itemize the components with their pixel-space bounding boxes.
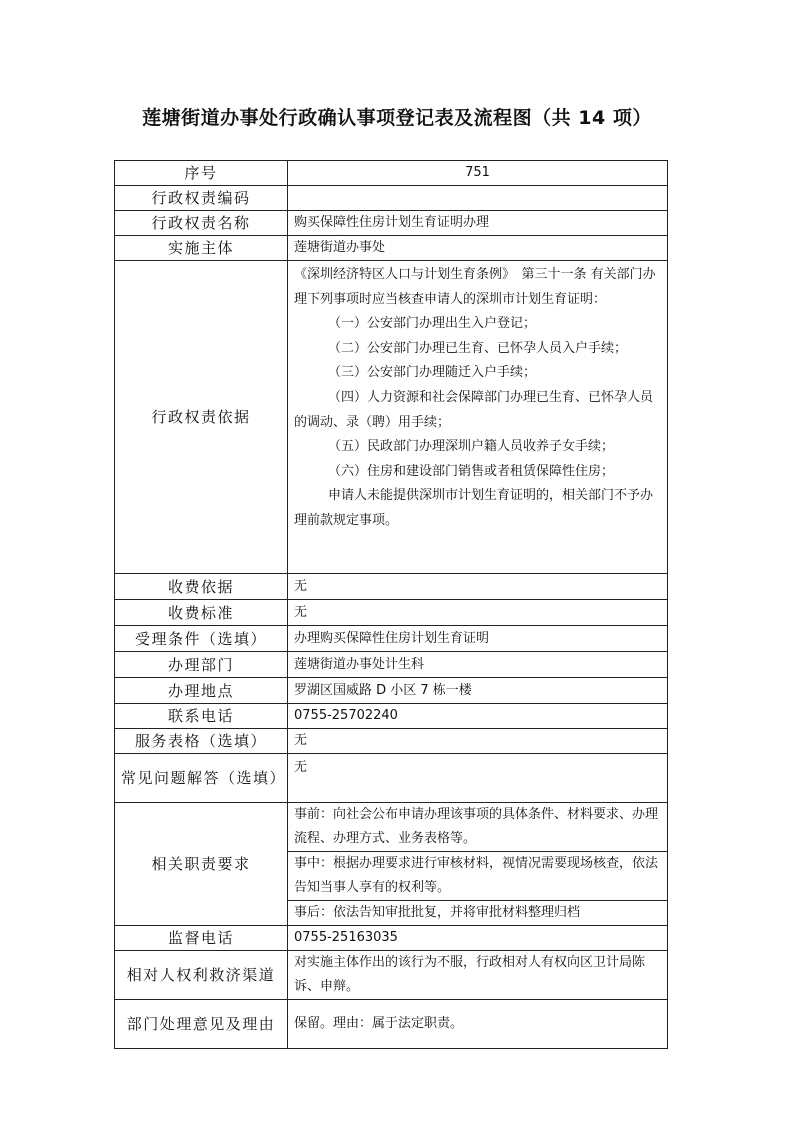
row-phone	[115, 704, 668, 729]
basis-paragraph: （四）人力资源和社会保障部门办理已生育、已怀孕人员的调动、录（聘）用手续；	[294, 389, 654, 430]
name-value: 购买保障性住房计划生育证明办理	[288, 211, 668, 236]
fee-standard-value: 无	[288, 600, 668, 626]
fee-standard-label: 收费标准	[115, 600, 288, 626]
forms-label: 服务表格（选填）	[115, 729, 288, 754]
row-opinion	[115, 1000, 668, 1049]
supervision-label: 监督电话	[115, 926, 288, 951]
basis-paragraph: （三）公安部门办理随迁入户手续；	[328, 365, 537, 381]
address-label: 办理地点	[115, 678, 288, 704]
basis-paragraph: 《深圳经济特区人口与计划生育条例》 第三十一条 有关部门办理下列事项时应当核查申请人的深圳市计划生育证明：	[294, 267, 656, 307]
row-code	[115, 186, 668, 211]
basis-paragraph: （五）民政部门办理深圳户籍人员收养子女手续；	[328, 439, 615, 455]
remedy-label: 相对人权利救济渠道	[115, 951, 288, 1000]
remedy-value: 对实施主体作出的该行为不服，行政相对人有权向区卫计局陈诉、申辩。	[288, 951, 668, 1000]
basis-label: 行政权责依据	[115, 261, 288, 574]
serial-label: 序号	[115, 161, 288, 186]
name-label: 行政权责名称	[115, 211, 288, 236]
conditions-label: 受理条件（选填）	[115, 626, 288, 652]
row-name	[115, 211, 668, 236]
phone-label: 联系电话	[115, 704, 288, 729]
duties-label: 相关职责要求	[115, 803, 288, 926]
faq-value: 无	[288, 754, 668, 803]
department-label: 办理部门	[115, 652, 288, 678]
row-remedy	[115, 951, 668, 1000]
basis-paragraph: （一）公安部门办理出生入户登记；	[328, 316, 537, 332]
row-basis	[115, 261, 668, 574]
supervision-value: 0755-25163035	[288, 926, 668, 951]
department-value: 莲塘街道办事处计生科	[288, 652, 668, 678]
address-value: 罗湖区国威路 D 小区 7 栋一楼	[288, 678, 668, 704]
basis-paragraph: （六）住房和建设部门销售或者租赁保障性住房；	[328, 463, 615, 479]
phone-value: 0755-25702240	[288, 704, 668, 729]
basis-paragraph: 申请人未能提供深圳市计划生育证明的，相关部门不予办理前款规定事项。	[294, 488, 654, 528]
basis-value	[288, 261, 668, 574]
row-subject	[115, 236, 668, 261]
row-forms	[115, 729, 668, 754]
opinion-value: 保留。理由：属于法定职责。	[288, 1000, 668, 1049]
basis-paragraph: （二）公安部门办理已生育、已怀孕人员入户手续；	[328, 340, 628, 356]
page-title: 莲塘街道办事处行政确认事项登记表及流程图（共 14 项）	[142, 107, 652, 129]
fee-basis-label: 收费依据	[115, 574, 288, 600]
subject-label: 实施主体	[115, 236, 288, 261]
code-label: 行政权责编码	[115, 186, 288, 211]
row-fee-standard	[115, 600, 668, 626]
conditions-value: 办理购买保障性住房计划生育证明	[288, 626, 668, 652]
row-conditions	[115, 626, 668, 652]
row-fee-basis	[115, 574, 668, 600]
duties-before: 事前：向社会公布申请办理该事项的具体条件、材料要求、办理流程、办理方式、业务表格等。	[288, 803, 668, 852]
duties-during: 事中：根据办理要求进行审核材料，视情况需要现场核查，依法告知当事人享有的权利等。	[288, 852, 668, 901]
row-address	[115, 678, 668, 704]
faq-label: 常见问题解答（选填）	[115, 754, 288, 803]
registration-table	[114, 160, 668, 1049]
row-department	[115, 652, 668, 678]
duties-after: 事后：依法告知审批批复，并将审批材料整理归档	[288, 901, 668, 926]
row-duties-before	[115, 803, 668, 852]
row-serial	[115, 161, 668, 186]
subject-value: 莲塘街道办事处	[288, 236, 668, 261]
opinion-label: 部门处理意见及理由	[115, 1000, 288, 1049]
code-value	[288, 186, 668, 211]
row-faq	[115, 754, 668, 803]
forms-value: 无	[288, 729, 668, 754]
fee-basis-value: 无	[288, 574, 668, 600]
serial-value: 751	[288, 161, 668, 186]
row-supervision	[115, 926, 668, 951]
